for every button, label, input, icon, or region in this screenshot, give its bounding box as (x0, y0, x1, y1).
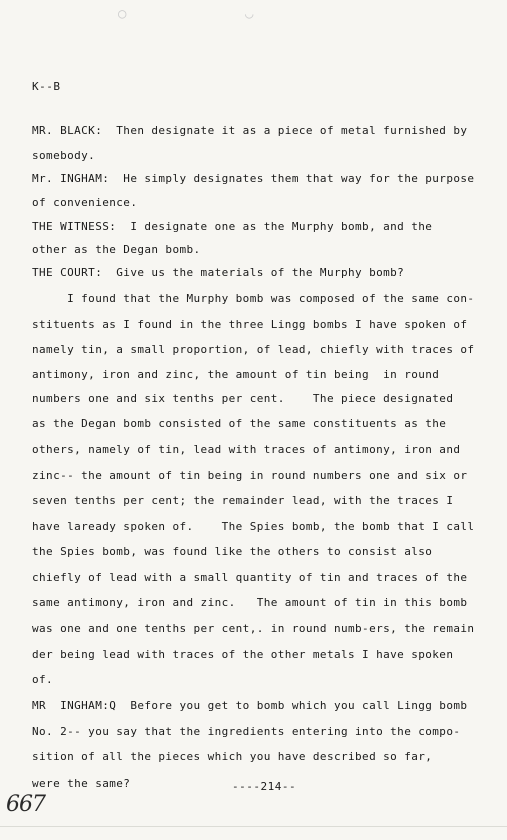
transcript-line: namely tin, a small proportion, of lead, chiefly with traces of (32, 343, 475, 356)
transcript-line: I found that the Murphy bomb was composed of the same con- (32, 292, 475, 305)
transcript-line: zinc-- the amount of tin being in round numbers one and six or (32, 469, 468, 482)
transcript-line: THE COURT: Give us the materials of the Murphy bomb? (32, 266, 405, 279)
transcript-line: stituents as I found in the three Lingg bombs I have spoken of (32, 318, 468, 331)
transcript-line: sition of all the pieces which you have described so far, (32, 750, 433, 763)
transcript-line: others, namely of tin, lead with traces of antimony, iron and (32, 443, 461, 456)
transcript-line: antimony, iron and zinc, the amount of tin being in round (32, 368, 440, 381)
transcript-line: THE WITNESS: I designate one as the Murphy bomb, and the (32, 220, 433, 233)
transcript-line: of. (32, 673, 54, 686)
document-code: K--B (32, 80, 61, 93)
bottom-edge-rule (0, 826, 507, 827)
transcript-line: chiefly of lead with a small quantity of tin and traces of the (32, 571, 468, 584)
transcript-line: the Spies bomb, was found like the others to consist also (32, 545, 433, 558)
transcript-line: have laready spoken of. The Spies bomb, the bomb that I call (32, 520, 475, 533)
page-number: ----214-- (232, 780, 297, 793)
transcript-line: seven tenths per cent; the remainder lead, with the traces I (32, 494, 454, 507)
transcript-line: No. 2-- you say that the ingredients entering into the compo- (32, 725, 461, 738)
punch-hole-mark: ○ (118, 6, 127, 22)
transcript-line: was one and one tenths per cent,. in round numb-ers, the remain (32, 622, 475, 635)
punch-hole-mark: ◡ (245, 6, 254, 22)
transcript-line: Mr. INGHAM: He simply designates them that way for the purpose (32, 172, 475, 185)
handwritten-page-number: 667 (6, 792, 45, 817)
transcript-line: as the Degan bomb consisted of the same constituents as the (32, 417, 447, 430)
transcript-line: numbers one and six tenths per cent. The piece designated (32, 392, 454, 405)
transcript-line: were the same? (32, 777, 131, 790)
transcript-line: MR INGHAM:Q Before you get to bomb which you call Lingg bomb (32, 699, 468, 712)
transcript-line: same antimony, iron and zinc. The amount of tin in this bomb (32, 596, 468, 609)
transcript-line: somebody. (32, 149, 96, 162)
transcript-line: of convenience. (32, 196, 138, 209)
transcript-line: other as the Degan bomb. (32, 243, 201, 256)
transcript-line: MR. BLACK: Then designate it as a piece of metal furnished by (32, 124, 468, 137)
transcript-line: der being lead with traces of the other metals I have spoken (32, 648, 454, 661)
